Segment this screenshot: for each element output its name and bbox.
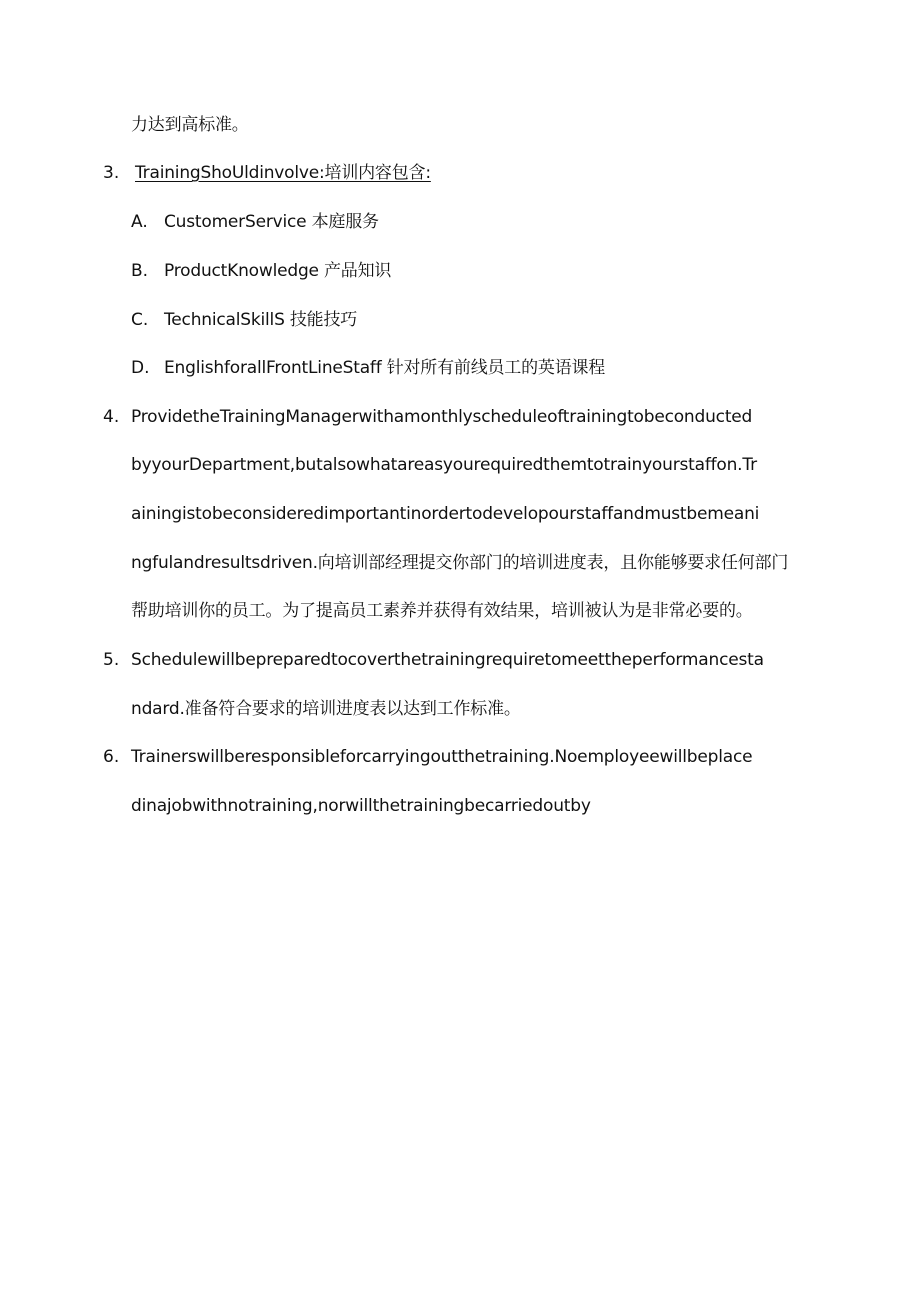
item-6-line-1: Trainerswillberesponsibleforcarryingoutthetraining.Noemployeewillbeplace — [131, 747, 753, 767]
item-4-number: 4. — [103, 407, 120, 427]
subitem-c-letter: C. — [131, 310, 149, 330]
subitem-b-letter: B. — [131, 261, 149, 281]
subitem-d-letter: D. — [131, 358, 150, 378]
subitem-d-text: EnglishforallFrontLineStaff 针对所有前线员工的英语课程 — [164, 358, 606, 378]
item-4-line-3: ainingistobeconsideredimportantinordertodevelopourstaffandmustbemeani — [131, 504, 760, 524]
item-5-number: 5. — [103, 650, 120, 670]
item-4-line-2: byyourDepartment,butalsowhatareasyourequiredthemtotrainyourstaffon.Tr — [131, 455, 757, 475]
subitem-a-text: CustomerService 本庭服务 — [164, 212, 379, 232]
item-3-heading: TrainingShoUldinvolve:培训内容包含: — [135, 163, 431, 183]
item-5-line-2: ndard.准备符合要求的培训进度表以达到工作标准。 — [131, 699, 521, 719]
item-6-number: 6. — [103, 747, 120, 767]
subitem-c-text: TechnicalSkillS 技能技巧 — [164, 310, 358, 330]
item-4-line-4: ngfulandresultsdriven.向培训部经理提交你部门的培训进度表，且你能够要求任何部门 — [131, 553, 789, 573]
subitem-b-text: ProductKnowledge 产品知识 — [164, 261, 392, 281]
subitem-a-letter: A. — [131, 212, 148, 232]
item-3-number: 3. — [103, 163, 120, 183]
item-4-line-5: 帮助培训你的员工。为了提高员工素养并获得有效结果，培训被认为是非常必要的。 — [131, 601, 753, 621]
item-4-line-1: ProvidetheTrainingManagerwithamonthlyscheduleoftrainingtobeconducted — [131, 407, 753, 427]
intro-line: 力达到高标准。 — [131, 115, 249, 135]
item-5-line-1: Schedulewillbepreparedtocoverthetrainingrequiretomeettheperformancesta — [131, 650, 764, 670]
item-6-line-2: dinajobwithnotraining,norwillthetrainingbecarriedoutby — [131, 796, 591, 816]
